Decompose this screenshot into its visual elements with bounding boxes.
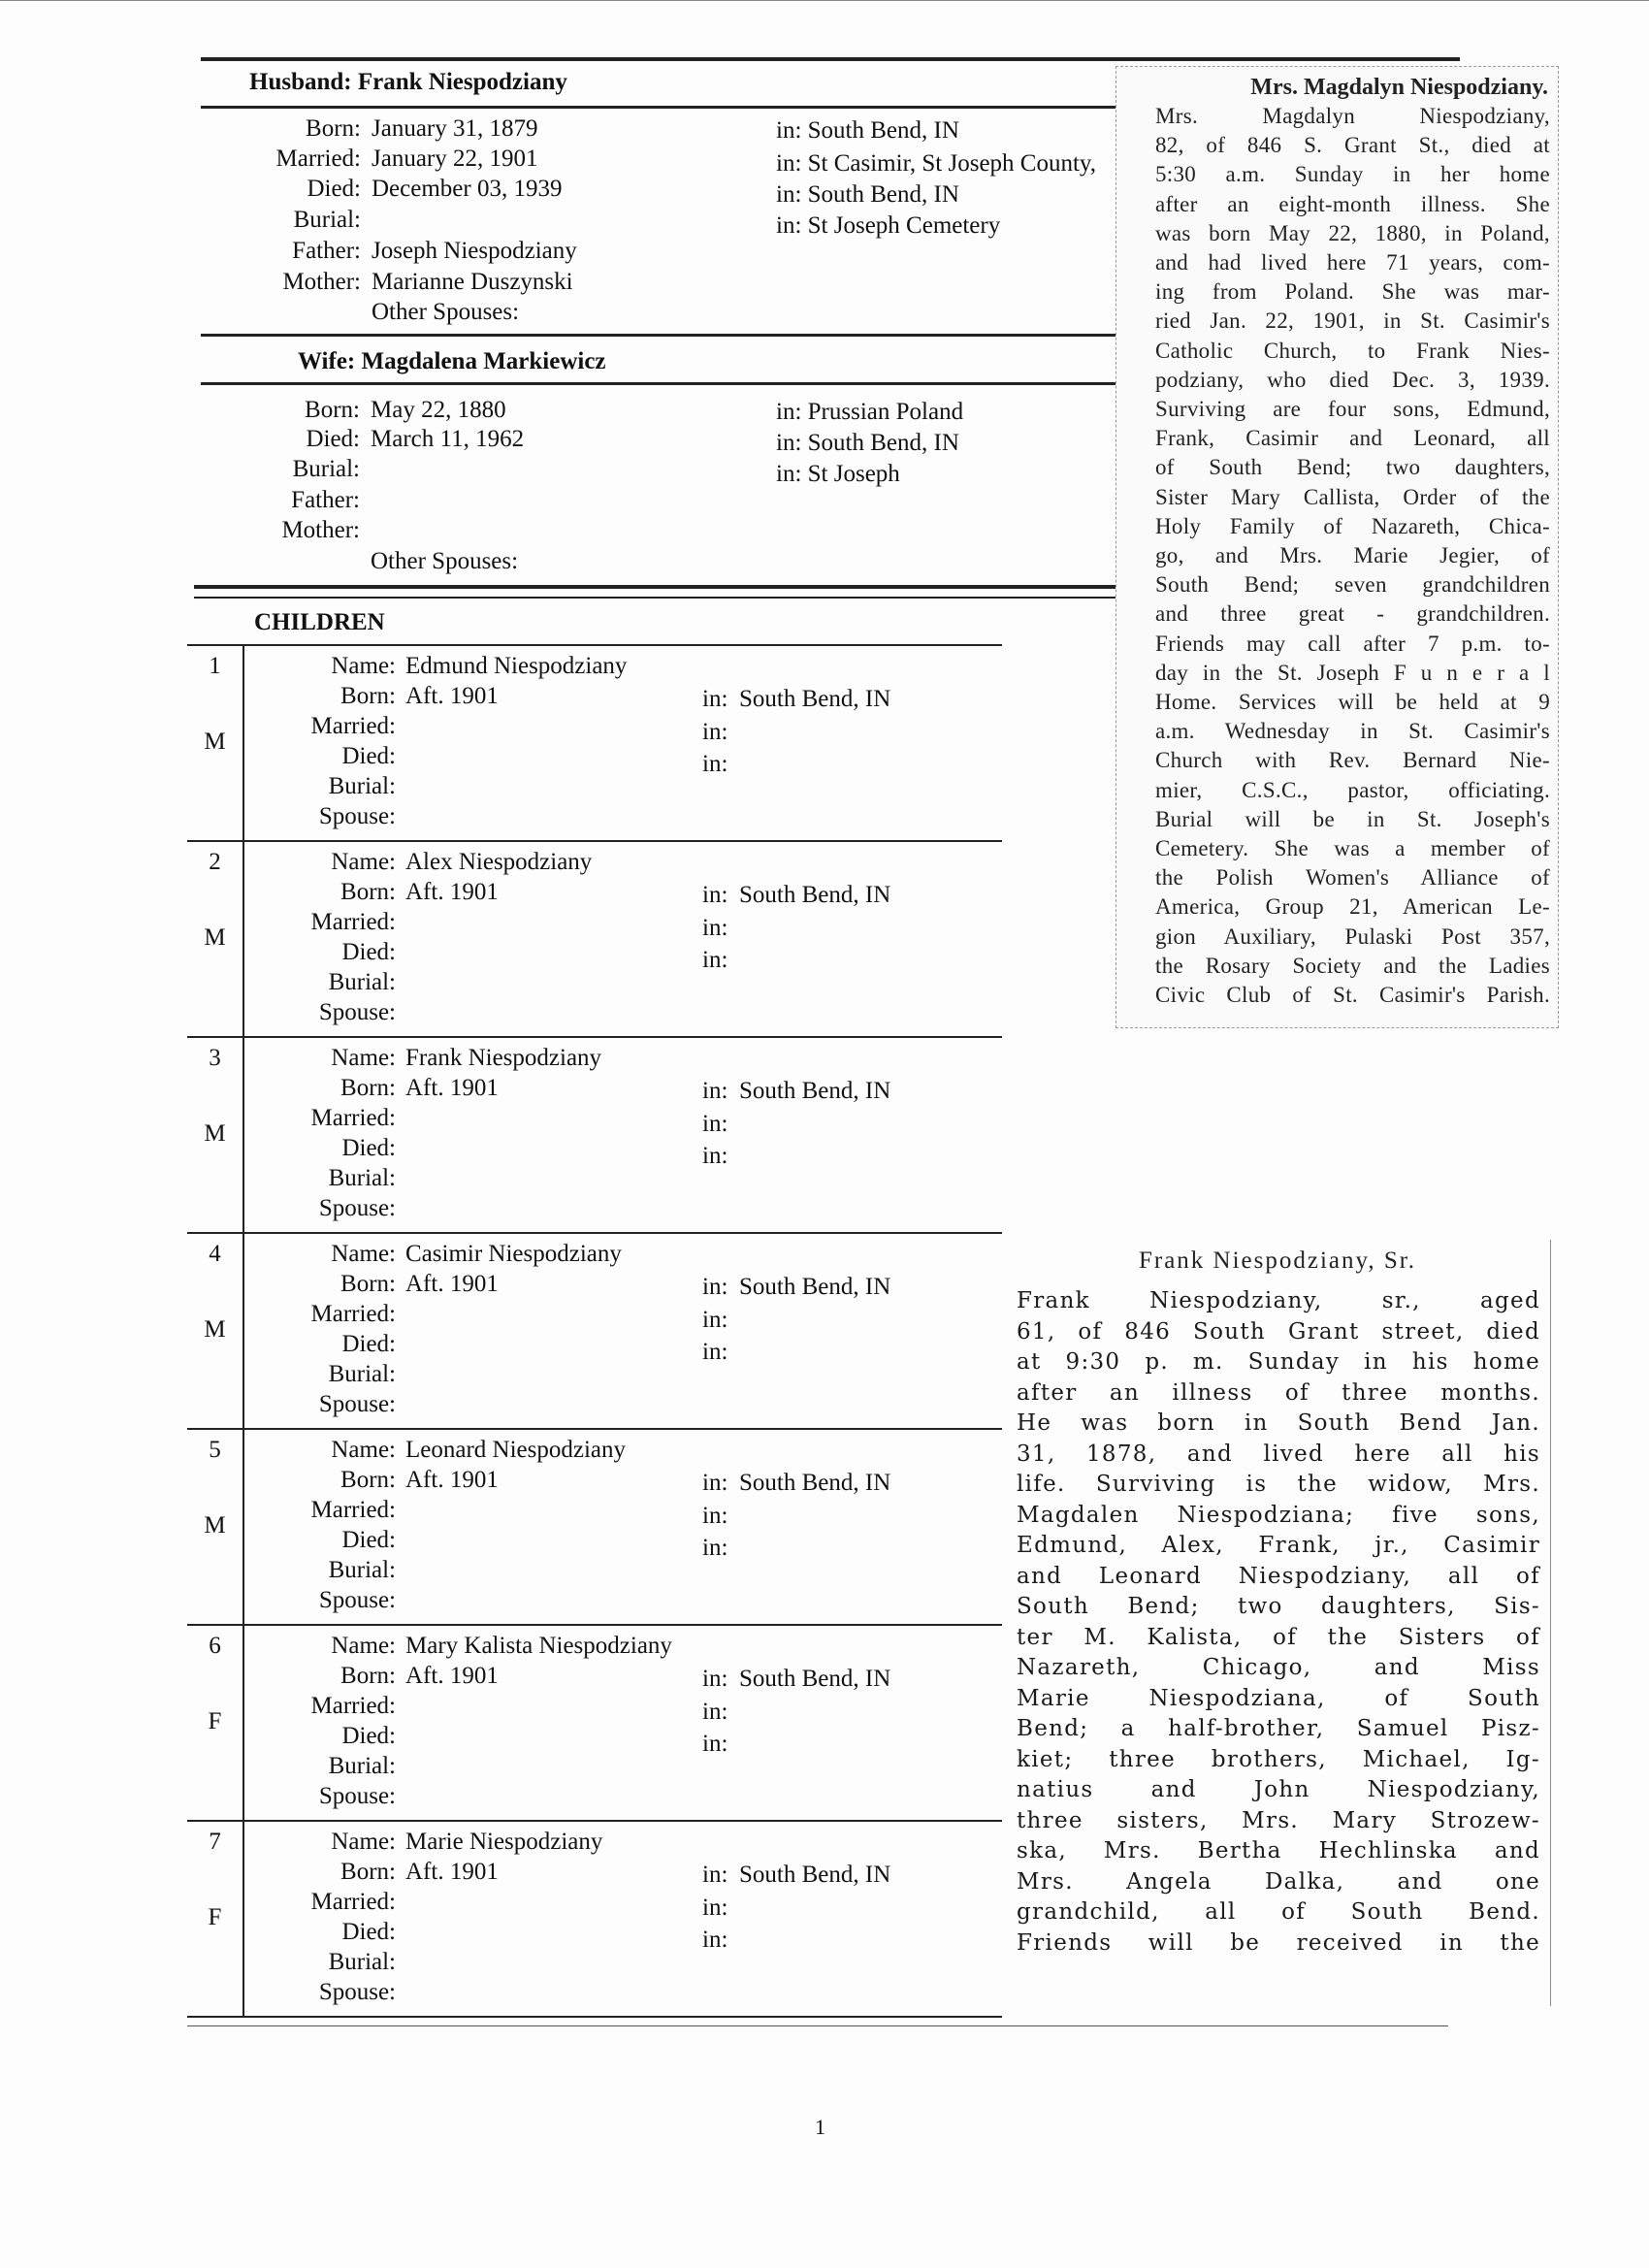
husband-burial-place: in: St Joseph Cemetery: [776, 212, 1001, 239]
child-field-label: Died:: [341, 743, 396, 769]
child-sex: M: [204, 729, 226, 755]
wife-header: [298, 347, 606, 376]
obituary-husband-line: three sisters, Mrs. Mary Strozew-: [1017, 1807, 1540, 1833]
child-born-place: South Bend, IN: [739, 686, 891, 712]
obituary-wife-line: Sister Mary Callista, Order of the: [1155, 484, 1550, 509]
child-field-label: Burial:: [328, 1557, 396, 1583]
child-field-label: Born:: [340, 1271, 396, 1297]
child-name: Mary Kalista Niespodziany: [405, 1633, 672, 1659]
obituary-wife-line: the Rosary Society and the Ladies: [1155, 953, 1550, 978]
children-header: CHILDREN: [254, 609, 385, 635]
husband-header: [249, 68, 567, 97]
child-name: Alex Niespodziany: [405, 849, 593, 875]
husband-mother-value: Marianne Duszynski: [372, 269, 573, 295]
child-born-date: Aft. 1901: [405, 1859, 499, 1885]
obituary-wife-line: America, Group 21, American Le-: [1155, 894, 1550, 920]
husband-married-place: in: St Casimir, St Joseph County,: [776, 150, 1097, 177]
obituary-husband-line: grandchild, all of South Bend.: [1017, 1899, 1540, 1925]
child-field-label: Spouse:: [318, 1587, 396, 1613]
obituary-husband-line: ter M. Kalista, of the Sisters of: [1017, 1624, 1540, 1650]
child-field-label: Born:: [340, 879, 396, 905]
obituary-husband-title: Frank Niespodziany, Sr.: [1138, 1247, 1416, 1274]
child-row-rule: [187, 644, 1002, 646]
obituary-wife-line: Cemetery. She was a member of: [1155, 836, 1550, 861]
child-in-label: in:: [702, 1274, 728, 1300]
obituary-husband-line: and Leonard Niespodziany, all of: [1017, 1563, 1540, 1589]
wife-burial-place: in: St Joseph: [776, 461, 900, 487]
child-born-date: Aft. 1901: [405, 1663, 499, 1689]
obituary-husband-line: Marie Niespodziana, of South: [1017, 1685, 1540, 1711]
child-in-label: in:: [702, 719, 728, 745]
child-field-label: Spouse:: [318, 1979, 396, 2005]
wife-header-rule: [201, 382, 1171, 385]
child-field-label: Name:: [331, 1241, 396, 1267]
husband-married-value: January 22, 1901: [372, 146, 538, 172]
obituary-wife-line: was born May 22, 1880, in Poland,: [1155, 220, 1550, 245]
child-field-label: Name:: [331, 1633, 396, 1659]
obituary-wife-line: Catholic Church, to Frank Nies-: [1155, 338, 1550, 363]
child-field-label: Died:: [341, 1331, 396, 1357]
wife-mother-label: Mother:: [281, 517, 360, 543]
obituary-husband-line: Friends will be received in the: [1017, 1929, 1540, 1956]
obituary-husband-line: Bend; a half-brother, Samuel Pisz-: [1017, 1716, 1540, 1741]
child-field-label: Name:: [331, 1045, 396, 1071]
child-in-label: in:: [702, 1503, 728, 1529]
child-in-label: in:: [702, 1535, 728, 1561]
child-field-label: Burial:: [328, 1165, 396, 1191]
husband-father-value: Joseph Niespodziany: [372, 238, 577, 264]
obituary-wife-line: Mrs. Magdalyn Niespodziany,: [1155, 104, 1550, 128]
husband-father-label: Father:: [292, 238, 361, 264]
children-bottom-rule-2: [187, 2025, 1448, 2026]
obituary-husband-line: Nazareth, Chicago, and Miss: [1017, 1655, 1540, 1680]
child-number: 6: [209, 1633, 221, 1659]
child-row-rule: [187, 840, 1002, 842]
obituary-wife-line: and had lived here 71 years, com-: [1155, 250, 1550, 275]
child-number: 2: [209, 849, 221, 875]
child-number: 4: [209, 1241, 221, 1267]
obituary-wife-line: podziany, who died Dec. 3, 1939.: [1155, 367, 1550, 392]
child-field-label: Name:: [331, 1829, 396, 1855]
child-sex: M: [204, 924, 226, 951]
child-field-label: Born:: [340, 1859, 396, 1885]
child-in-label: in:: [702, 947, 728, 973]
husband-died-value: December 03, 1939: [372, 176, 563, 202]
obituary-husband-line: 31, 1878, and lived here all his: [1017, 1441, 1540, 1467]
wife-header-label: Wife:: [298, 348, 356, 374]
child-born-place: South Bend, IN: [739, 1666, 891, 1692]
page-number: 1: [815, 2115, 825, 2139]
obituary-wife-line: a.m. Wednesday in St. Casimir's: [1155, 719, 1550, 744]
wife-top-rule: [201, 334, 1171, 337]
husband-married-label: Married:: [275, 146, 361, 172]
children-bottom-rule: [187, 2016, 1002, 2018]
child-number: 5: [209, 1437, 221, 1463]
obituary-husband-line: at 9:30 p. m. Sunday in his home: [1017, 1349, 1540, 1375]
husband-burial-label: Burial:: [293, 207, 361, 233]
child-number: 7: [209, 1829, 221, 1855]
obituary-wife-line: ing from Poland. She was mar-: [1155, 279, 1550, 305]
child-field-label: Born:: [340, 683, 396, 709]
child-sex: M: [204, 1316, 226, 1343]
husband-header-rule: [201, 106, 1171, 109]
child-field-label: Married:: [310, 1105, 396, 1131]
child-in-label: in:: [702, 1111, 728, 1137]
obituary-clipping-wife: [1116, 66, 1559, 1028]
wife-born-place: in: Prussian Poland: [776, 399, 964, 425]
child-born-date: Aft. 1901: [405, 879, 499, 905]
husband-header-label: Husband:: [249, 69, 352, 95]
child-in-label: in:: [702, 1699, 728, 1725]
child-field-label: Died:: [341, 1135, 396, 1161]
child-in-label: in:: [702, 1339, 728, 1365]
husband-died-label: Died:: [307, 176, 361, 202]
husband-born-label: Born:: [306, 115, 361, 142]
obituary-husband-line: ska, Mrs. Bertha Hechlinska and: [1017, 1838, 1540, 1863]
husband-top-rule: [201, 57, 1460, 61]
obituary-husband-line: Edmund, Alex, Frank, jr., Casimir: [1017, 1533, 1540, 1558]
wife-died-place: in: South Bend, IN: [776, 430, 959, 456]
obituary-wife-line: the Polish Women's Alliance of: [1155, 865, 1550, 891]
obituary-wife-line: of South Bend; two daughters,: [1155, 455, 1550, 480]
child-sex: M: [204, 1512, 226, 1539]
child-in-label: in:: [702, 1862, 728, 1888]
child-in-label: in:: [702, 1078, 728, 1104]
child-born-date: Aft. 1901: [405, 1075, 499, 1101]
child-field-label: Spouse:: [318, 1783, 396, 1809]
obituary-husband-line: kiet; three brothers, Michael, Ig-: [1017, 1746, 1540, 1772]
obituary-husband-line: South Bend; two daughters, Sis-: [1017, 1594, 1540, 1619]
child-field-label: Burial:: [328, 773, 396, 799]
wife-burial-label: Burial:: [292, 456, 360, 482]
child-field-label: Died:: [341, 1527, 396, 1553]
child-in-label: in:: [702, 882, 728, 908]
obituary-wife-line: and three great - grandchildren.: [1155, 601, 1550, 627]
child-sex: F: [208, 1708, 222, 1734]
child-name: Edmund Niespodziany: [405, 653, 628, 679]
child-in-label: in:: [702, 1927, 728, 1953]
child-born-date: Aft. 1901: [405, 683, 499, 709]
child-born-place: South Bend, IN: [739, 882, 891, 908]
child-in-label: in:: [702, 686, 728, 712]
child-name: Frank Niespodziany: [405, 1045, 602, 1071]
obituary-husband-line: Mrs. Angela Dalka, and one: [1017, 1868, 1540, 1895]
child-field-label: Burial:: [328, 1361, 396, 1387]
husband-born-place: in: South Bend, IN: [776, 117, 959, 144]
child-row-rule: [187, 1036, 1002, 1038]
child-field-label: Married:: [310, 1301, 396, 1327]
obituary-husband-line: He was born in South Bend Jan.: [1017, 1410, 1540, 1436]
child-row-rule: [187, 1428, 1002, 1430]
child-field-label: Married:: [310, 1889, 396, 1915]
child-in-label: in:: [702, 1143, 728, 1169]
obituary-wife-line: mier, C.S.C., pastor, officiating.: [1155, 777, 1550, 802]
obituary-wife-line: Holy Family of Nazareth, Chica-: [1155, 513, 1550, 538]
child-in-label: in:: [702, 1731, 728, 1757]
child-sex: F: [208, 1904, 222, 1930]
child-row-rule: [187, 1624, 1002, 1626]
child-field-label: Died:: [341, 939, 396, 965]
obituary-wife-line: Home. Services will be held at 9: [1155, 690, 1550, 715]
obituary-wife-line: Burial will be in St. Joseph's: [1155, 806, 1550, 831]
obituary-wife-line: Church with Rev. Bernard Nie-: [1155, 748, 1550, 773]
obituary-husband-line: Magdalen Niespodziana; five sons,: [1017, 1502, 1540, 1528]
obituary-husband-line: life. Surviving is the widow, Mrs.: [1017, 1472, 1540, 1497]
child-field-label: Burial:: [328, 969, 396, 995]
page-top-edge: [0, 0, 1649, 1]
obituary-husband-line: 61, of 846 South Grant street, died: [1017, 1318, 1540, 1345]
child-field-label: Spouse:: [318, 999, 396, 1025]
child-field-label: Spouse:: [318, 1195, 396, 1221]
obituary-wife-line: Civic Club of St. Casimir's Parish.: [1155, 983, 1550, 1008]
husband-other-spouses-label: Other Spouses:: [372, 299, 520, 325]
husband-born-value: January 31, 1879: [372, 115, 538, 142]
child-in-label: in:: [702, 1666, 728, 1692]
children-top-rule-2: [194, 597, 1164, 599]
child-field-label: Born:: [340, 1663, 396, 1689]
wife-born-value: May 22, 1880: [371, 397, 506, 423]
child-sex: M: [204, 1120, 226, 1147]
child-born-place: South Bend, IN: [739, 1470, 891, 1496]
child-field-label: Married:: [310, 909, 396, 935]
child-born-date: Aft. 1901: [405, 1467, 499, 1493]
child-name: Marie Niespodziany: [405, 1829, 603, 1855]
obituary-wife-line: South Bend; seven grandchildren: [1155, 572, 1550, 598]
obituary-wife-line: Surviving are four sons, Edmund,: [1155, 397, 1550, 422]
obituary-husband-line: after an illness of three months.: [1017, 1379, 1540, 1406]
obituary-wife-line: gion Auxiliary, Pulaski Post 357,: [1155, 923, 1550, 949]
child-field-label: Spouse:: [318, 803, 396, 829]
wife-other-spouses-label: Other Spouses:: [371, 548, 519, 574]
husband-mother-label: Mother:: [282, 269, 361, 295]
child-in-label: in:: [702, 1470, 728, 1496]
obituary-wife-line: ried Jan. 22, 1901, in St. Casimir's: [1155, 308, 1550, 334]
child-field-label: Died:: [341, 1723, 396, 1749]
obituary-wife-line: 5:30 a.m. Sunday in her home: [1155, 162, 1550, 187]
child-born-place: South Bend, IN: [739, 1862, 891, 1888]
child-row-rule: [187, 1232, 1002, 1234]
wife-father-label: Father:: [291, 487, 360, 513]
child-born-place: South Bend, IN: [739, 1274, 891, 1300]
child-field-label: Spouse:: [318, 1391, 396, 1417]
obituary-wife-title: Mrs. Magdalyn Niespodziany.: [1250, 75, 1548, 100]
children-top-rule: [194, 585, 1164, 589]
obituary-clipping-husband: [1005, 1240, 1551, 2006]
child-number: 1: [209, 653, 221, 679]
obituary-wife-line: after an eight-month illness. She: [1155, 191, 1550, 216]
obituary-wife-body: [1116, 102, 1558, 1010]
child-field-label: Died:: [341, 1919, 396, 1945]
wife-name: Magdalena Markiewicz: [361, 348, 606, 374]
child-born-date: Aft. 1901: [405, 1271, 499, 1297]
child-field-label: Married:: [310, 713, 396, 739]
child-in-label: in:: [702, 1307, 728, 1333]
child-in-label: in:: [702, 915, 728, 941]
obituary-husband-line: natius and John Niespodziany,: [1017, 1777, 1540, 1802]
husband-died-place: in: South Bend, IN: [776, 181, 959, 208]
child-row-rule: [187, 1820, 1002, 1822]
child-name: Casimir Niespodziany: [405, 1241, 622, 1267]
child-field-label: Burial:: [328, 1753, 396, 1779]
child-field-label: Married:: [310, 1497, 396, 1523]
wife-died-label: Died:: [306, 426, 360, 452]
obituary-wife-line: Frank, Casimir and Leonard, all: [1155, 426, 1550, 451]
obituary-wife-line: day in the St. Joseph F u n e r a l: [1155, 660, 1550, 685]
child-field-label: Burial:: [328, 1949, 396, 1975]
child-field-label: Name:: [331, 1437, 396, 1463]
obituary-wife-line: Friends may call after 7 p.m. to-: [1155, 631, 1550, 656]
obituary-husband-line: Frank Niespodziany, sr., aged: [1017, 1288, 1540, 1313]
obituary-wife-line: go, and Mrs. Marie Jegier, of: [1155, 543, 1550, 568]
obituary-husband-body: [1005, 1286, 1550, 1959]
child-name: Leonard Niespodziany: [405, 1437, 627, 1463]
husband-name: Frank Niespodziany: [357, 69, 567, 95]
child-field-label: Born:: [340, 1467, 396, 1493]
child-field-label: Name:: [331, 849, 396, 875]
child-born-place: South Bend, IN: [739, 1078, 891, 1104]
child-in-label: in:: [702, 751, 728, 777]
wife-died-value: March 11, 1962: [371, 426, 525, 452]
child-in-label: in:: [702, 1895, 728, 1921]
wife-born-label: Born:: [305, 397, 360, 423]
obituary-wife-line: 82, of 846 S. Grant St., died at: [1155, 133, 1550, 158]
child-number: 3: [209, 1045, 221, 1071]
child-field-label: Born:: [340, 1075, 396, 1101]
child-field-label: Name:: [331, 653, 396, 679]
child-field-label: Married:: [310, 1693, 396, 1719]
